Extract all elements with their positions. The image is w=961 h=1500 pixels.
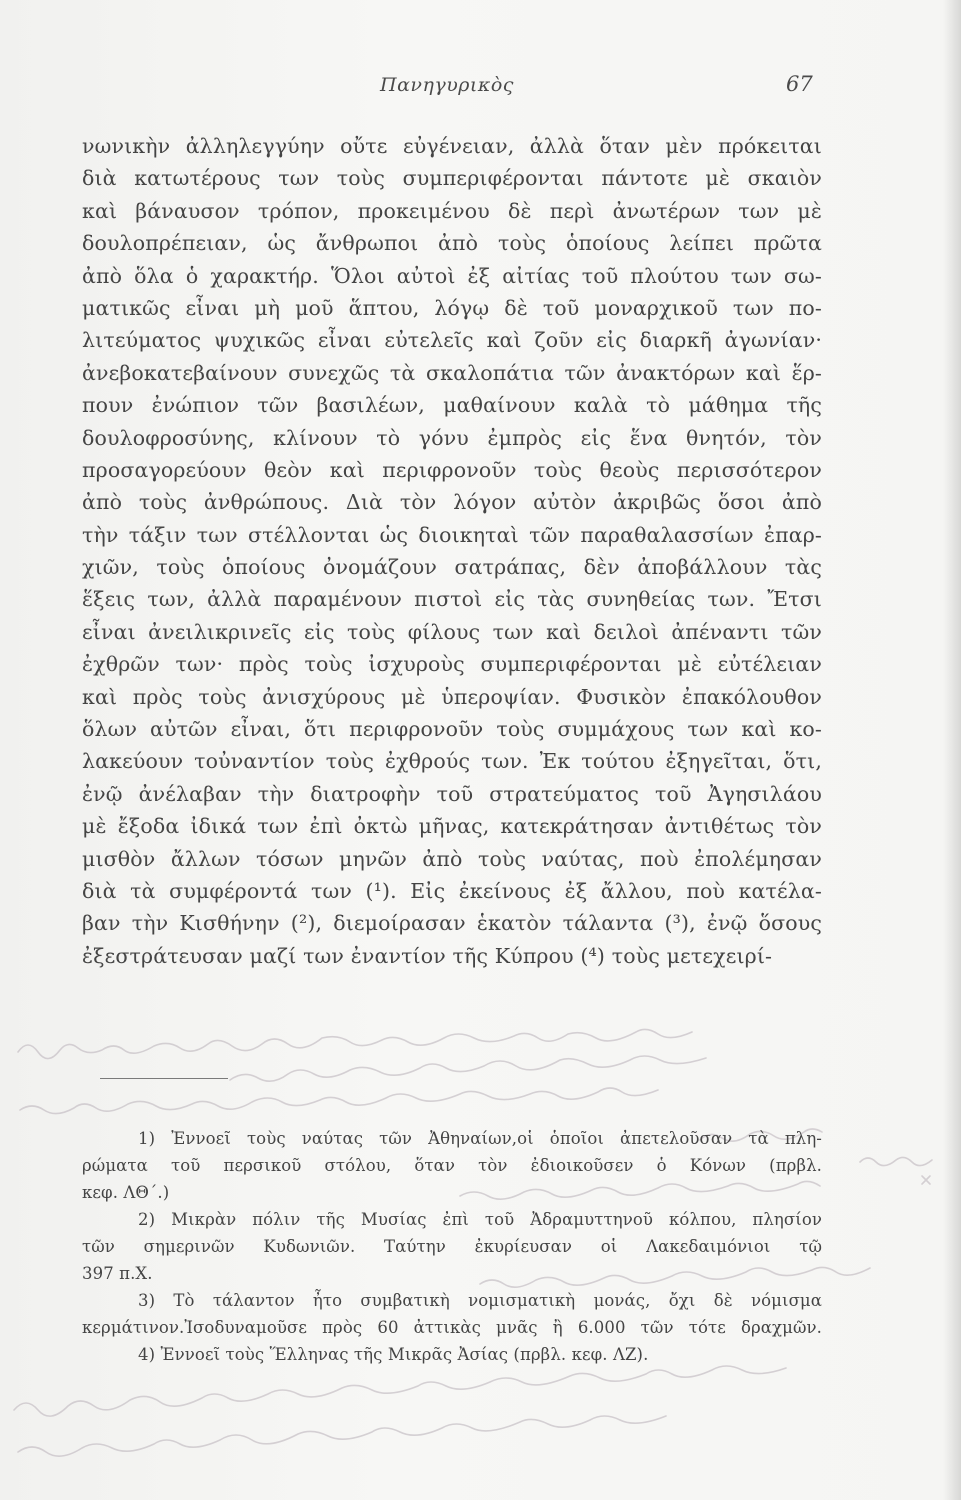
- body-line: μισθὸν ἄλλων τόσων μηνῶν ἀπὸ τοὺς ναύτας, ποὺ ἐπολέμησαν: [82, 846, 822, 871]
- handwriting-stroke: [18, 1416, 666, 1456]
- body-line: ἐχθρῶν των· πρὸς τοὺς ἰσχυροὺς συμπεριφέρονται μὲ εὐτέλειαν: [82, 652, 822, 677]
- body-line: πουν ἐνώπιον τῶν βασιλέων, μαθαίνουν καλὰ τὸ μάθημα τῆς: [82, 393, 822, 418]
- body-line: μὲ ἔξοδα ἰδικά των ἐπὶ ὀκτὼ μῆνας, κατεκράτησαν ἀντιθέτως τὸν: [82, 814, 822, 839]
- footnote-line: ρώματα τοῦ περσικοῦ στόλου, ὅταν τὸν ἐδιοικοῦσεν ὁ Κόνων (πρβλ.: [82, 1156, 822, 1175]
- handwriting-stroke: [14, 1366, 786, 1416]
- handwriting-stroke: [922, 1176, 930, 1184]
- body-line: εἶναι ἀνειλικρινεῖς εἰς τοὺς φίλους των καὶ δειλοὶ ἀπέναντι τῶν: [82, 619, 822, 644]
- body-line: προσαγορεύουν θεὸν καὶ περιφρονοῦν τοὺς θεοὺς περισσότερον: [82, 457, 822, 482]
- footnote-line: 397 π.Χ.: [82, 1264, 153, 1283]
- body-line: καὶ πρὸς τοὺς ἀνισχύρους μὲ ὑπεροψίαν. Φυσικὸν ἐπακόλουθον: [82, 684, 822, 709]
- running-head: [0, 74, 961, 104]
- page-number: 67: [786, 72, 813, 96]
- running-title: Πανηγυρικὸς: [380, 74, 514, 96]
- page-edge-shadow: [943, 0, 961, 1500]
- body-line: διὰ κατωτέρους των τοὺς συμπεριφέρονται πάντοτε μὲ σκαιὸν: [82, 166, 822, 191]
- footnote-line: τῶν σημερινῶν Κυδωνιῶν. Ταύτην ἐκυρίευσαν οἱ Λακεδαιμόνιοι τῷ: [82, 1237, 822, 1256]
- body-line: ἀπὸ ὅλα ὁ χαρακτήρ. Ὅλοι αὐτοὶ ἐξ αἰτίας τοῦ πλούτου των σω-: [82, 263, 822, 288]
- footnote-line: 3) Τὸ τάλαντον ἦτο συμβατικὴ νομισματικὴ μονάς, ὄχι δὲ νόμισμα: [138, 1291, 822, 1310]
- body-line: δουλοφροσύνης, κλίνουν τὸ γόνυ ἐμπρὸς εἰς ἕνα θνητόν, τὸν: [82, 425, 822, 450]
- footnote-divider: [100, 1078, 228, 1079]
- footnote-line: 2) Μικρὰν πόλιν τῆς Μυσίας ἐπὶ τοῦ Ἀδραμυττηνοῦ κόλπου, πλησίον: [138, 1210, 822, 1229]
- footnote-line: 1) Ἐννοεῖ τοὺς ναύτας τῶν Ἀθηναίων,οἱ ὁποῖοι ἀπετελοῦσαν τὰ πλη-: [138, 1129, 822, 1148]
- footnote-line: κεφ. ΛΘ΄.): [82, 1183, 170, 1202]
- body-line: βαν τὴν Κισθήνην (²), διεμοίρασαν ἑκατὸν τάλαντα (³), ἐνῷ ὅσους: [82, 911, 822, 936]
- body-line: δουλοπρέπειαν, ὡς ἄνθρωποι ἀπὸ τοὺς ὁποίους λείπει πρῶτα: [82, 231, 822, 256]
- body-line: ἀπὸ τοὺς ἀνθρώπους. Διὰ τὸν λόγον αὐτὸν ἀκριβῶς ὅσοι ἀπὸ: [82, 490, 822, 515]
- body-line: ματικῶς εἶναι μὴ μοῦ ἅπτου, λόγῳ δὲ τοῦ μοναρχικοῦ των πο-: [82, 295, 822, 320]
- body-line: λακεύουν τοὐναντίον τοὺς ἐχθρούς των. Ἐκ τούτου ἐξηγεῖται, ὅτι,: [82, 749, 822, 774]
- body-line: χιῶν, τοὺς ὁποίους ὀνομάζουν σατράπας, δὲν ἀποβάλλουν τὰς: [82, 555, 822, 580]
- footnote-line: κερμάτινον.Ἰσοδυναμοῦσε πρὸς 60 ἀττικὰς μνᾶς ἢ 6.000 τῶν τότε δραχμῶν.: [82, 1318, 822, 1337]
- body-paragraph: [82, 130, 822, 972]
- body-line: καὶ βάναυσον τρόπον, προκειμένου δὲ περὶ ἀνωτέρων των μὲ: [82, 198, 822, 223]
- body-line: ὅλων αὐτῶν εἶναι, ὅτι περιφρονοῦν τοὺς συμμάχους των καὶ κο-: [82, 717, 822, 742]
- body-line: ἐνῷ ἀνέλαβαν τὴν διατροφὴν τοῦ στρατεύματος τοῦ Ἀγησιλάου: [82, 781, 822, 806]
- handwriting-stroke: [230, 1056, 706, 1081]
- handwriting-stroke: [860, 1157, 932, 1165]
- footnotes: [82, 1125, 822, 1368]
- body-line: διὰ τὰ συμφέροντά των (¹). Εἰς ἐκείνους ἐξ ἄλλου, ποὺ κατέλα-: [82, 878, 822, 903]
- handwriting-stroke: [18, 1029, 692, 1058]
- body-line: νωνικὴν ἀλληλεγγύην οὔτε εὐγένειαν, ἀλλὰ ὅταν μὲν πρόκειται: [82, 134, 822, 158]
- body-line: τὴν τάξιν των στέλλονται ὡς διοικηταὶ τῶν παραθαλασσίων ἐπαρ-: [82, 522, 822, 547]
- handwriting-stroke: [20, 1088, 658, 1114]
- body-line: λιτεύματος ψυχικῶς εἶναι εὐτελεῖς καὶ ζοῦν εἰς διαρκῆ ἀγωνίαν·: [82, 328, 822, 353]
- body-line: ἀνεβοκατεβαίνουν συνεχῶς τὰ σκαλοπάτια τῶν ἀνακτόρων καὶ ἕρ-: [82, 360, 822, 385]
- body-line: ἐξεστράτευσαν μαζί των ἐναντίον τῆς Κύπρου (⁴) τοὺς μετεχειρί-: [82, 943, 773, 968]
- footnote-line: 4) Ἐννοεῖ τοὺς Ἕλληνας τῆς Μικρᾶς Ἀσίας (πρβλ. κεφ. ΛΖ).: [138, 1345, 649, 1364]
- body-line: ἕξεις των, ἀλλὰ παραμένουν πιστοὶ εἰς τὰς συνηθείας των. Ἔτσι: [82, 587, 822, 612]
